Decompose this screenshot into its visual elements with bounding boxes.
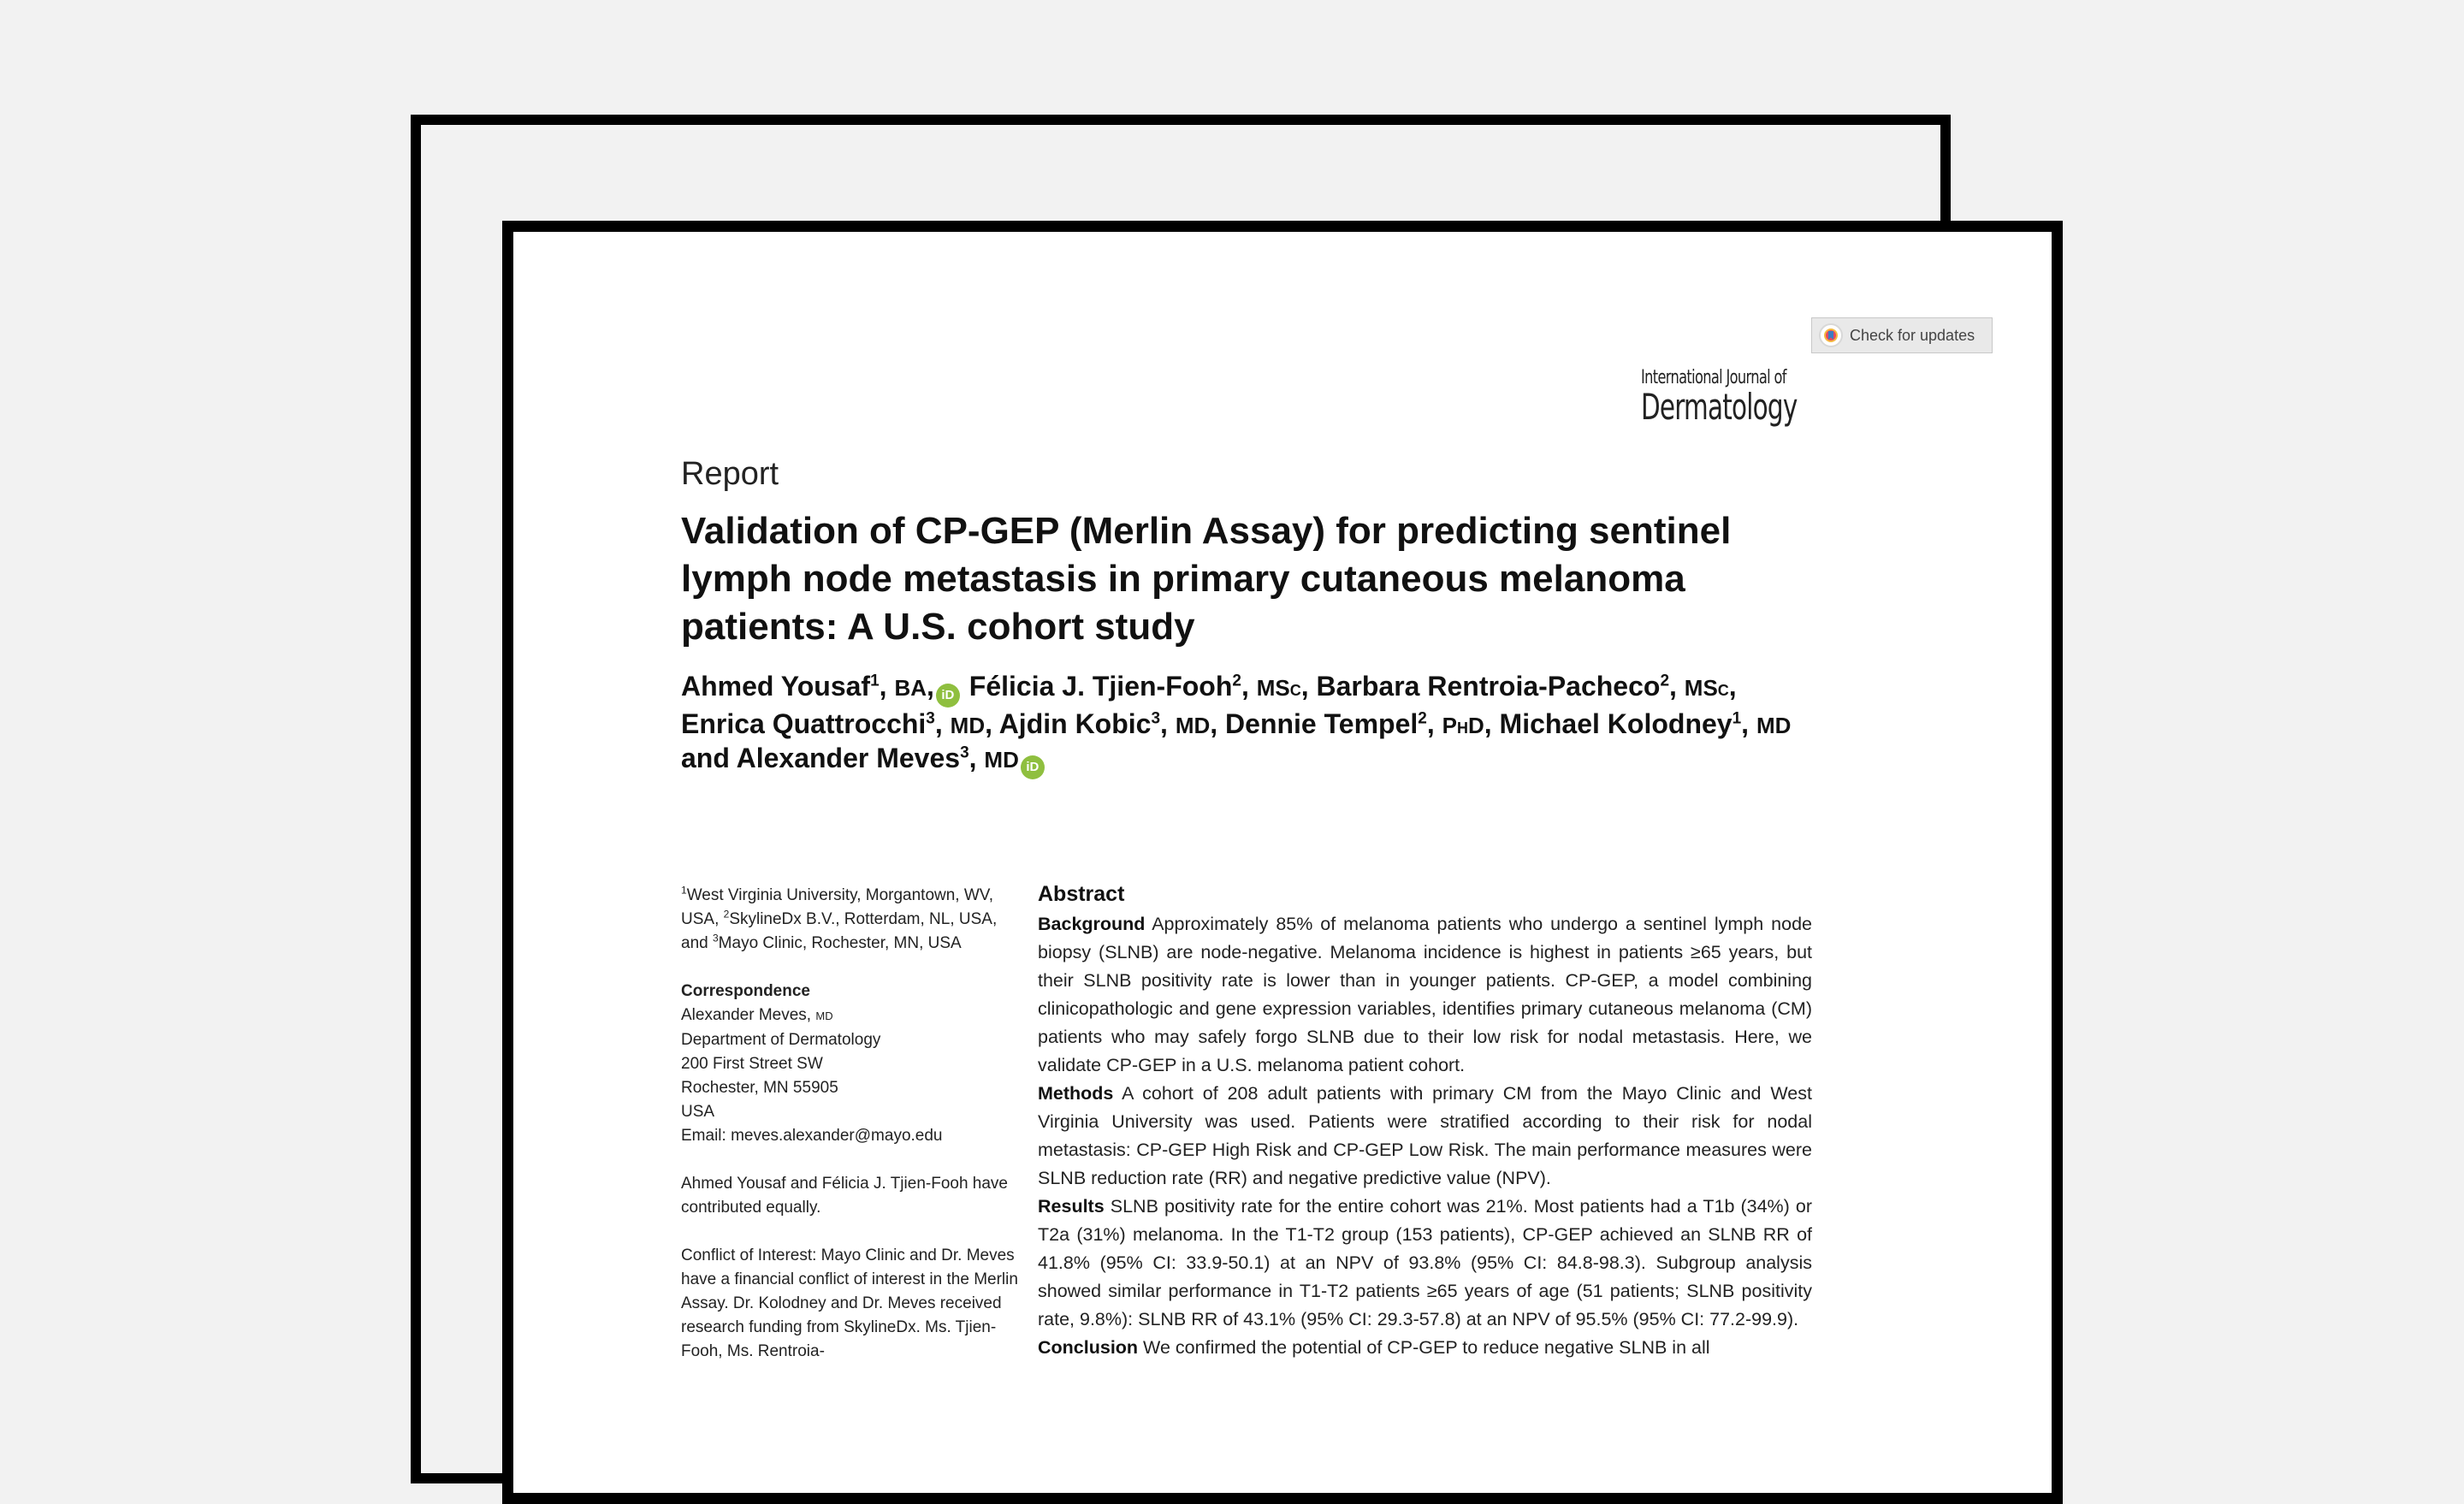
author-degree: MD: [984, 747, 1019, 773]
author-affiliation-sup: 2: [1660, 672, 1670, 690]
correspondence-street: 200 First Street SW: [681, 1055, 823, 1073]
author-degree: MSc: [1684, 675, 1729, 701]
author-name: Michael Kolodney: [1499, 708, 1732, 739]
author-degree: MSc: [1256, 675, 1301, 701]
author-name: Ahmed Yousaf: [681, 671, 871, 702]
author-affiliation-sup: 2: [1418, 709, 1427, 728]
author-name: Ajdin Kobic: [998, 708, 1152, 739]
author-affiliation-sup: 1: [1732, 709, 1742, 728]
author-list: Ahmed Yousaf$^1$, BA, iD Félicia J. Tjien-Fooh$^2$, MSc, Barbara Rentroia-Pacheco$^2$, MSc, Enrica Quattrocchi$^3$, MD, Ajdin Kobic$^3$, MD, Dennie Tempel$^2$, PhD, Michael Kolodney$^1$, MD and Alexander Meves$^3$, MD iD: [681, 670, 1827, 779]
journal-name-line1: International Journal of: [1641, 367, 1786, 388]
author-name: Félicia J. Tjien-Fooh: [968, 671, 1233, 702]
background-text: Approximately 85% of melanoma patients who undergo a sentinel lymph node biopsy (SLNB) are node-negative. Melanoma incidence is highest in patients ≥65 years, but their SLNB positivity rate is lower than in younger patients. CP-GEP, a model combining clinicopathologic and gene expression variables, identifies primary cutaneous melanoma (CM) patients who may safely forgo SLNB due to their low risk for nodal metastasis. Here, we validate CP-GEP in a U.S. melanoma patient cohort.: [1038, 914, 1812, 1075]
results-text: SLNB positivity rate for the entire cohort was 21%. Most patients had a T1b (34%) or T2a (31%) melanoma. In the T1-T2 group (153 patients), CP-GEP achieved an SLNB RR of 41.8% (95% CI: 33.9-50.1) at an NPV of 93.8% (95% CI: 84.8-98.3). Subgroup analysis showed similar performance in T1-T2 patients ≥65 years of age (51 patients; SLNB positivity rate, 9.8%): SLNB RR of 43.1% (95% CI: 29.3-57.8) at an NPV of 95.5% (95% CI: 77.2-99.9).: [1038, 1196, 1812, 1329]
orcid-icon[interactable]: iD: [1021, 755, 1045, 779]
journal-logo: [1641, 367, 1821, 428]
affiliation-1: West Virginia University, Morgantown, WV, USA,: [681, 886, 994, 928]
article-sidebar: [681, 884, 1023, 1388]
affiliations: [681, 884, 1023, 956]
methods-text: A cohort of 208 adult patients with primary CM from the Mayo Clinic and West Virginia University was used. Patients were stratified according to their risk for nodal metastasis: CP-GEP High Risk and CP-GEP Low Risk. The main performance measures were SLNB reduction rate (RR) and negative predictive value (NPV).: [1038, 1083, 1812, 1188]
author-degree: PhD: [1442, 713, 1484, 738]
author-degree: MD: [1175, 713, 1211, 738]
author-name: Dennie Tempel: [1225, 708, 1419, 739]
affiliation-2: SkylineDx B.V., Rotterdam, NL, USA, and: [681, 910, 998, 952]
contribution-note: Ahmed Yousaf and Félicia J. Tjien-Fooh have contributed equally.: [681, 1175, 1008, 1217]
abstract-methods: [1038, 1080, 1812, 1193]
conclusion-label: Conclusion: [1038, 1337, 1139, 1358]
conflict-of-interest: Conflict of Interest: Mayo Clinic and Dr. Meves have a financial conflict of interest in the Merlin Assay. Dr. Kolodney and Dr. Meves received research funding from SkylineDx. Ms. Tjien-Fooh, Ms. Rentroia-: [681, 1246, 1018, 1360]
journal-name-line2: Dermatology: [1641, 386, 1798, 428]
correspondence-name: Alexander Meves,: [681, 1006, 816, 1024]
author-degree: MD: [1756, 713, 1792, 738]
abstract: [1038, 880, 1812, 1362]
article-first-page: [502, 221, 2063, 1504]
correspondence-heading: Correspondence: [681, 982, 810, 1000]
affiliation-sup: 3: [712, 932, 719, 944]
abstract-conclusion: [1038, 1334, 1812, 1362]
methods-label: Methods: [1038, 1083, 1114, 1104]
check-for-updates-button[interactable]: [1811, 317, 1993, 353]
orcid-icon[interactable]: iD: [936, 684, 960, 708]
correspondence-block: [681, 980, 1023, 1148]
check-for-updates-label: Check for updates: [1850, 326, 1975, 344]
affiliation-sup: 1: [681, 884, 687, 897]
author-affiliation-sup: 2: [1232, 672, 1241, 690]
article-title: Validation of CP-GEP (Merlin Assay) for predicting sentinel lymph node metastasis in primary cutaneous melanoma patients: A U.S. cohort study: [681, 510, 1732, 648]
author-name: Barbara Rentroia-Pacheco: [1316, 671, 1661, 702]
author-affiliation-sup: 3: [1151, 709, 1161, 728]
background-label: Background: [1038, 914, 1146, 934]
abstract-heading: Abstract: [1038, 882, 1125, 906]
crossmark-icon: [1819, 323, 1843, 347]
author-affiliation-sup: 3: [926, 709, 935, 728]
conclusion-text: We confirmed the potential of CP-GEP to reduce negative SLNB in all: [1143, 1337, 1710, 1358]
author-degree: MD: [950, 713, 986, 738]
author-degree: BA: [894, 675, 927, 701]
correspondence-dept: Department of Dermatology: [681, 1031, 881, 1049]
results-label: Results: [1038, 1196, 1105, 1217]
correspondence-degree: MD: [815, 1010, 833, 1022]
author-name: Alexander Meves: [736, 743, 961, 773]
abstract-results: [1038, 1193, 1812, 1334]
affiliation-sup: 2: [723, 908, 730, 921]
correspondence-country: USA: [681, 1103, 715, 1121]
article-type: Report: [681, 456, 779, 492]
abstract-background: [1038, 910, 1812, 1080]
author-affiliation-sup: 3: [960, 743, 969, 762]
correspondence-city: Rochester, MN 55905: [681, 1079, 838, 1097]
affiliation-3: Mayo Clinic, Rochester, MN, USA: [718, 934, 962, 952]
author-affiliation-sup: 1: [870, 672, 880, 690]
correspondence-email[interactable]: Email: meves.alexander@mayo.edu: [681, 1127, 943, 1145]
author-name: Enrica Quattrocchi: [681, 708, 927, 739]
